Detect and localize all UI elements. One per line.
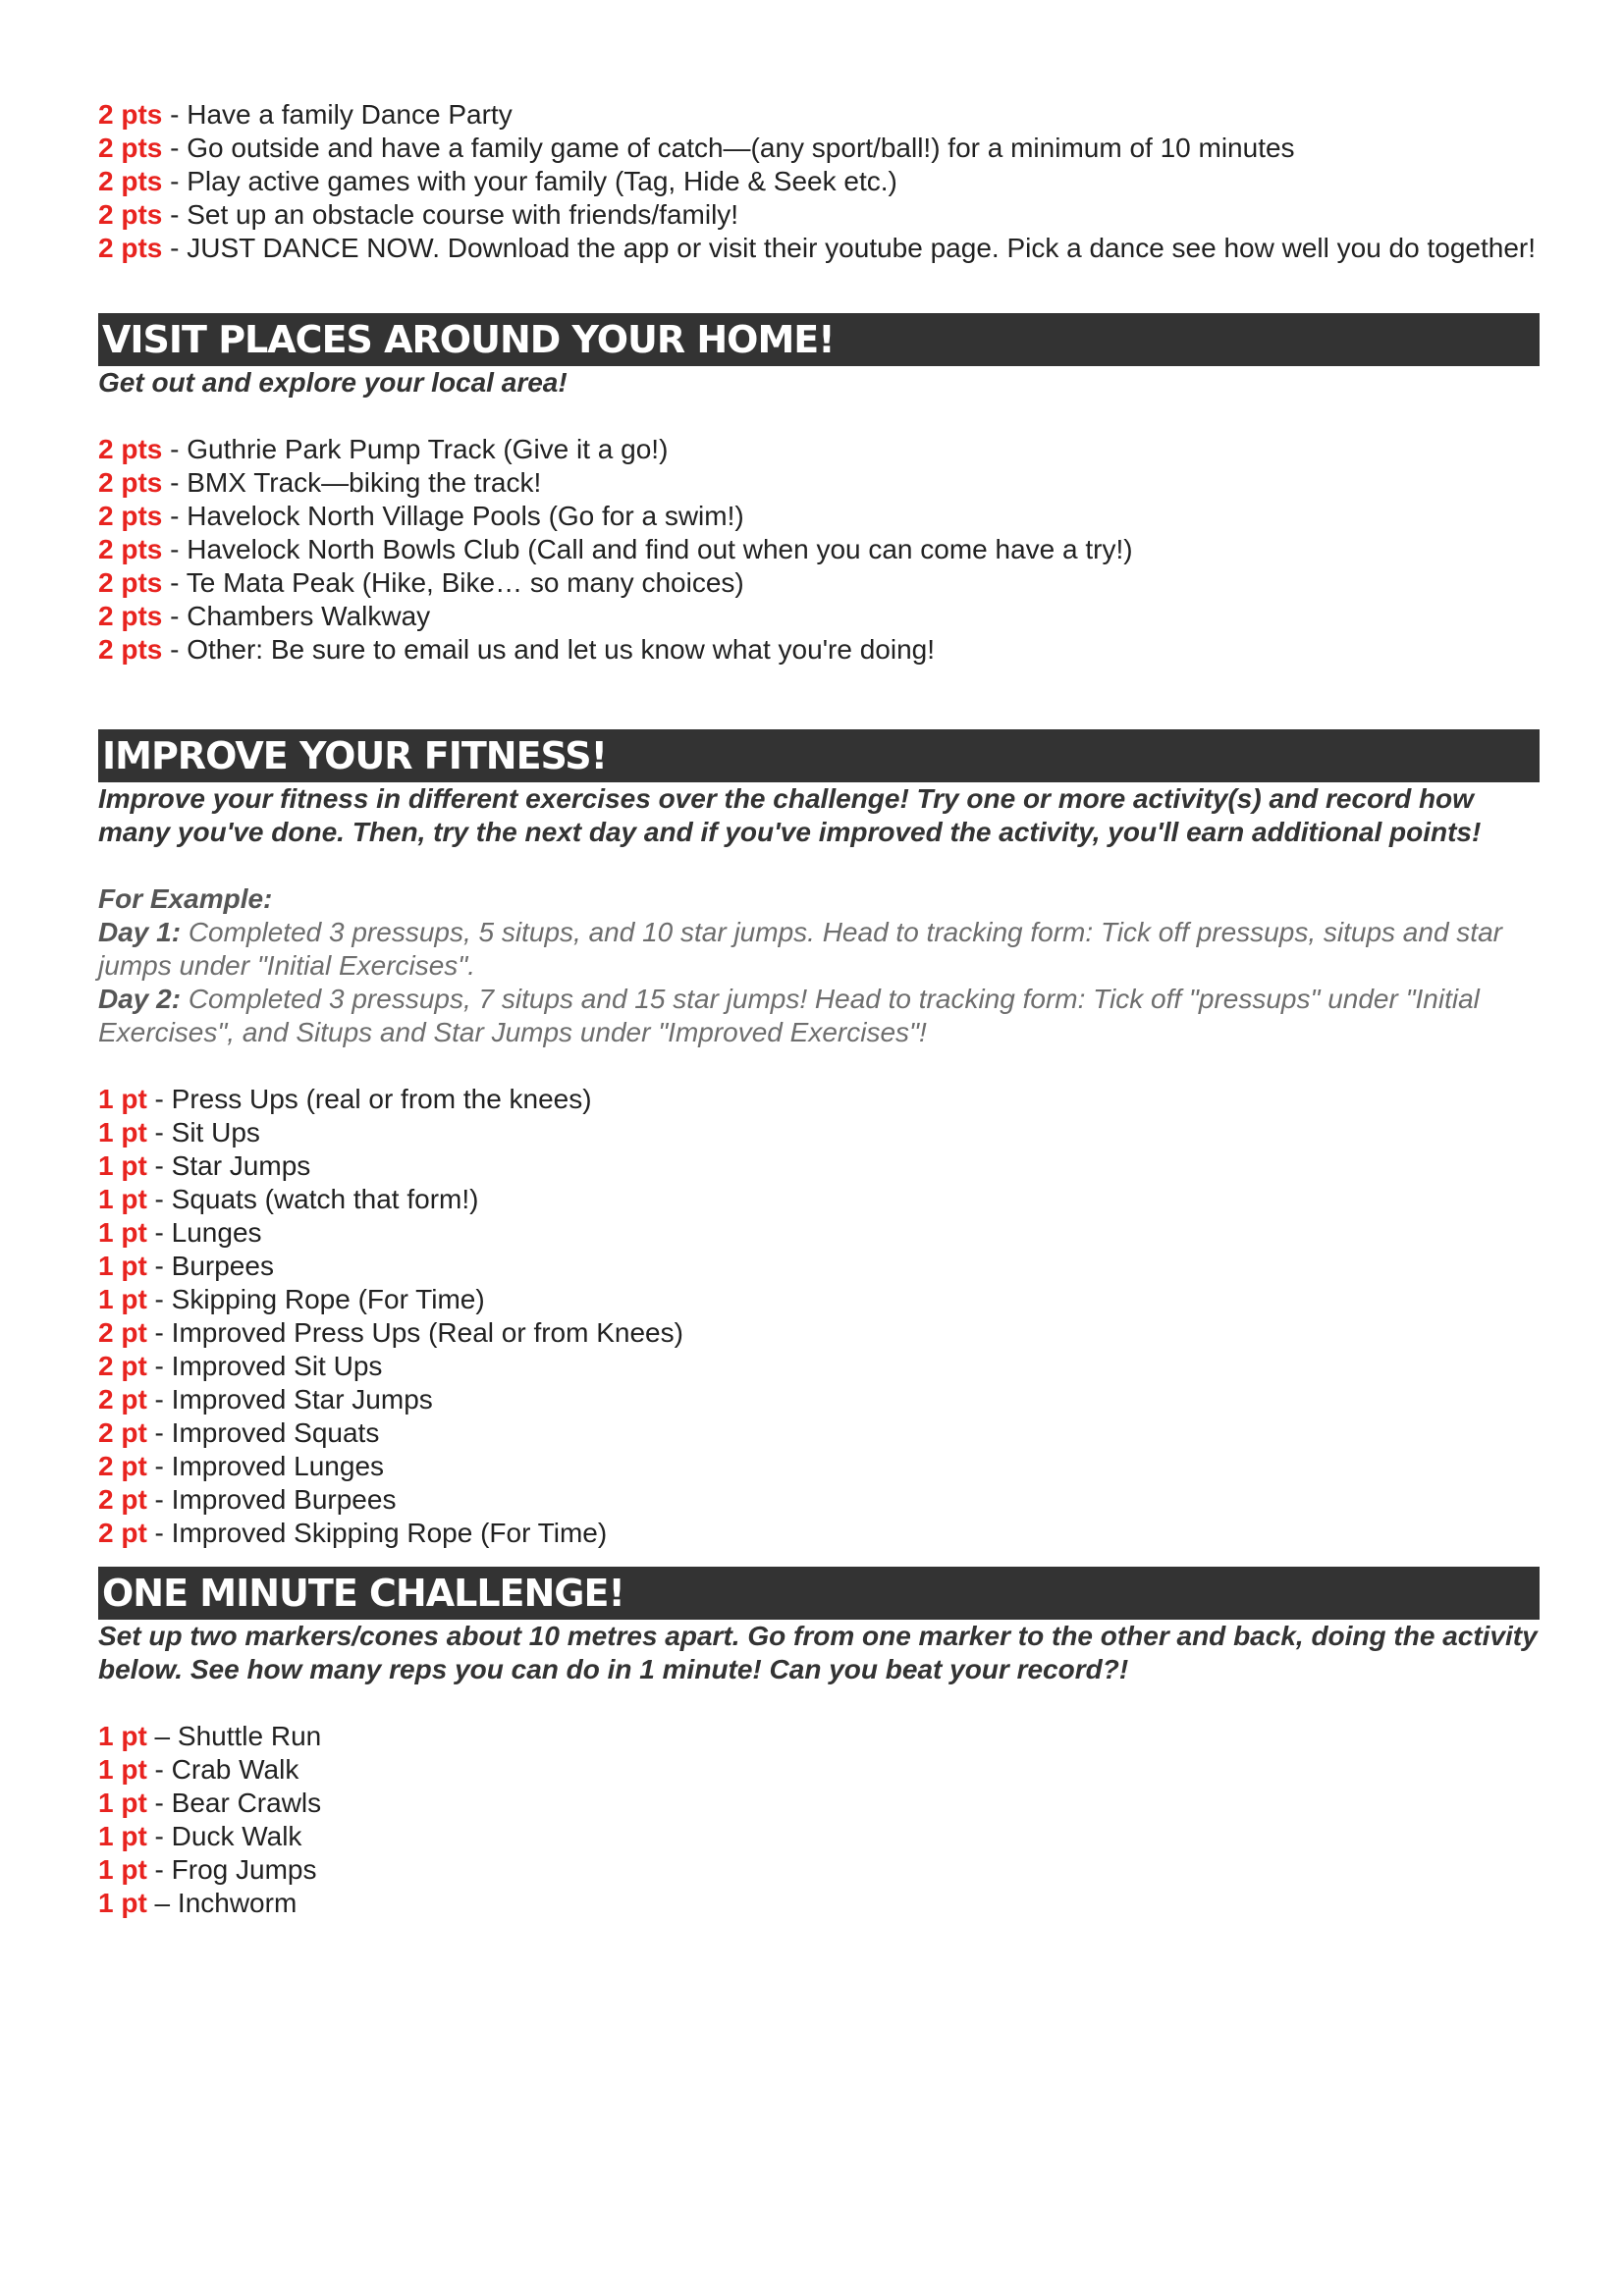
points-label: 2 pts [98,567,163,598]
points-label: 2 pts [98,601,163,631]
item-text: - Havelock North Village Pools (Go for a swim!) [162,501,744,531]
points-label: 2 pt [98,1351,147,1381]
points-label: 2 pt [98,1451,147,1481]
example-day-1: Day 1: Completed 3 pressups, 5 situps, and 10 star jumps. Head to tracking form: Tick off pressups, situps and star jumps under "Initial Exercises". [98,917,1502,981]
points-label: 1 pt [98,1854,147,1885]
item-text: - Have a family Dance Party [162,99,513,130]
item-text: - JUST DANCE NOW. Download the app or visit their youtube page. Pick a dance see how well you do together! [162,233,1536,263]
points-label: 2 pt [98,1518,147,1548]
list-item [98,1383,1540,1416]
list-item [98,165,1540,198]
item-text: - Burpees [146,1251,274,1281]
points-label: 2 pt [98,1484,147,1515]
points-label: 2 pts [98,99,163,130]
item-text: - Lunges [146,1217,262,1248]
section-header-visit-places: VISIT PLACES AROUND YOUR HOME! [98,313,1540,366]
item-text: - Improved Lunges [146,1451,385,1481]
list-item [98,1116,1540,1149]
list-item [98,1820,1540,1853]
list-item [98,533,1540,566]
item-text: - Star Jumps [146,1150,311,1181]
item-text: - Squats (watch that form!) [146,1184,479,1214]
top-activity-list [98,98,1540,265]
list-item [98,1853,1540,1887]
points-label: 1 pt [98,1788,147,1818]
item-text: - Guthrie Park Pump Track (Give it a go!) [162,434,669,464]
list-item [98,132,1540,165]
item-text: - Crab Walk [146,1754,299,1785]
points-label: 1 pt [98,1251,147,1281]
points-label: 2 pts [98,166,163,196]
points-label: 2 pts [98,501,163,531]
list-item [98,1316,1540,1350]
item-text: - Press Ups (real or from the knees) [146,1084,592,1114]
points-label: 2 pt [98,1417,147,1448]
example-day-2: Day 2: Completed 3 pressups, 7 situps and 15 star jumps! Head to tracking form: Tick off "pressups" under "Initial Exercises", and Situps and Star Jumps under "Improved Exercises"! [98,984,1480,1047]
section-intro: Improve your fitness in different exercises over the challenge! Try one or more activity(s) and record how many you've done. Then, try the next day and if you've improved the activity, you'll earn additional points! [98,783,1482,847]
item-text: - Bear Crawls [146,1788,322,1818]
section-intro: Set up two markers/cones about 10 metres apart. Go from one marker to the other and back, doing the activity below. See how many reps you can do in 1 minute! Can you beat your record?! [98,1621,1538,1684]
example-block [98,882,1540,1049]
list-item [98,566,1540,600]
points-label: 2 pts [98,199,163,230]
list-item [98,1283,1540,1316]
list-item [98,1483,1540,1517]
item-text: - Sit Ups [146,1117,260,1148]
list-item [98,198,1540,232]
item-text: - Improved Star Jumps [146,1384,433,1415]
points-label: 2 pt [98,1317,147,1348]
item-text: - Duck Walk [146,1821,302,1851]
visit-places-list [98,433,1540,667]
one-minute-list [98,1720,1540,1920]
list-item [98,1517,1540,1550]
example-heading: For Example: [98,883,273,914]
item-text: - Frog Jumps [146,1854,317,1885]
list-item [98,1149,1540,1183]
list-item [98,1887,1540,1920]
points-label: 1 pt [98,1284,147,1314]
fitness-list [98,1083,1540,1550]
item-text: - Te Mata Peak (Hike, Bike… so many choices) [162,567,744,598]
points-label: 1 pt [98,1117,147,1148]
points-label: 2 pts [98,634,163,665]
list-item [98,1416,1540,1450]
list-item [98,633,1540,667]
list-item [98,232,1540,265]
list-item [98,500,1540,533]
points-label: 2 pts [98,233,163,263]
list-item [98,1216,1540,1250]
points-label: 2 pt [98,1384,147,1415]
list-item [98,1720,1540,1753]
item-text: – Inchworm [146,1888,298,1918]
points-label: 2 pts [98,467,163,498]
list-item [98,1350,1540,1383]
item-text: - Improved Burpees [146,1484,397,1515]
points-label: 1 pt [98,1821,147,1851]
list-item [98,1753,1540,1787]
document-page [98,98,1540,1920]
item-text: - Other: Be sure to email us and let us know what you're doing! [162,634,935,665]
points-label: 1 pt [98,1084,147,1114]
list-item [98,466,1540,500]
item-text: - Set up an obstacle course with friends/family! [162,199,739,230]
item-text: - Go outside and have a family game of catch—(any sport/ball!) for a minimum of 10 minutes [162,133,1295,163]
list-item [98,1250,1540,1283]
points-label: 2 pts [98,133,163,163]
list-item [98,433,1540,466]
points-label: 1 pt [98,1888,147,1918]
points-label: 2 pts [98,534,163,564]
item-text: - Improved Press Ups (Real or from Knees) [146,1317,683,1348]
points-label: 2 pts [98,434,163,464]
points-label: 1 pt [98,1754,147,1785]
item-text: - Improved Squats [146,1417,380,1448]
points-label: 1 pt [98,1721,147,1751]
section-header-improve-fitness: IMPROVE YOUR FITNESS! [98,729,1540,782]
item-text: - Chambers Walkway [162,601,431,631]
list-item [98,1083,1540,1116]
points-label: 1 pt [98,1217,147,1248]
points-label: 1 pt [98,1184,147,1214]
list-item [98,1787,1540,1820]
item-text: - Improved Skipping Rope (For Time) [146,1518,608,1548]
item-text: - BMX Track—biking the track! [162,467,542,498]
item-text: - Skipping Rope (For Time) [146,1284,485,1314]
list-item [98,600,1540,633]
list-item [98,1450,1540,1483]
item-text: – Shuttle Run [146,1721,322,1751]
item-text: - Havelock North Bowls Club (Call and find out when you can come have a try!) [162,534,1133,564]
section-intro: Get out and explore your local area! [98,367,568,398]
list-item [98,1183,1540,1216]
section-header-one-minute-challenge: ONE MINUTE CHALLENGE! [98,1567,1540,1620]
list-item [98,98,1540,132]
item-text: - Improved Sit Ups [146,1351,383,1381]
item-text: - Play active games with your family (Tag, Hide & Seek etc.) [162,166,897,196]
points-label: 1 pt [98,1150,147,1181]
